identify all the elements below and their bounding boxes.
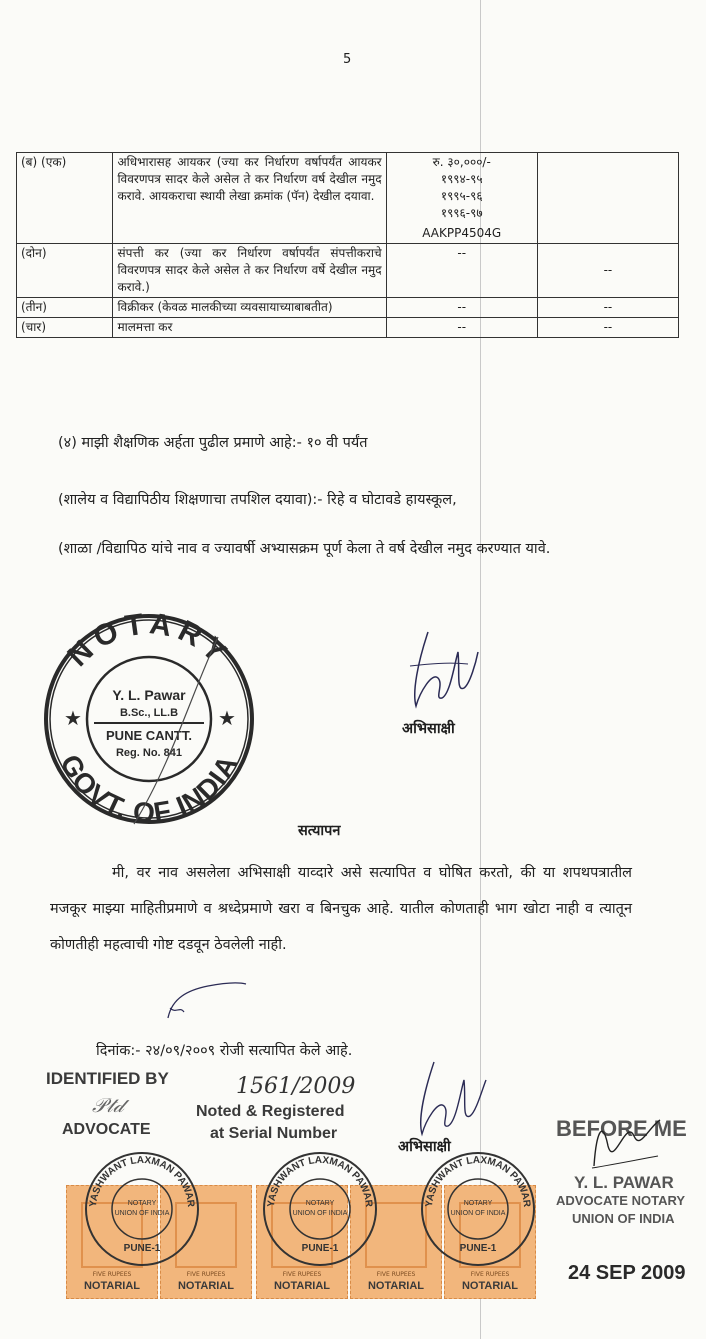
row-second-amount: -- bbox=[537, 318, 678, 338]
row-second-amount bbox=[537, 153, 678, 244]
round-notary-stamp bbox=[260, 1149, 380, 1269]
row-label: (चार) bbox=[17, 318, 113, 338]
svg-text:UNION OF INDIA: UNION OF INDIA bbox=[114, 1210, 170, 1217]
serial-number-stamp: at Serial Number bbox=[210, 1125, 338, 1142]
initials-signature bbox=[158, 978, 248, 1024]
notary-signature bbox=[586, 1106, 666, 1176]
seal-reg: Reg. No. 841 bbox=[115, 747, 183, 759]
notary-name-stamp: Y. L. PAWAR bbox=[574, 1173, 674, 1192]
row-description: विक्रीकर (केवळ मालकीच्या व्यवसायाच्याबाबतीत) bbox=[113, 298, 386, 318]
row-amount: -- bbox=[386, 244, 537, 298]
revenue-stamps bbox=[66, 1154, 536, 1300]
row-second-amount: -- bbox=[537, 298, 678, 318]
revenue-stamp: FIVE RUPEES NOTARIAL bbox=[66, 1185, 158, 1299]
verification-title: सत्यापन bbox=[298, 823, 341, 839]
svg-text:NOTARY: NOTARY bbox=[305, 1200, 335, 1207]
date-stamp: 24 SEP 2009 bbox=[568, 1262, 686, 1284]
svg-text:NOTARY bbox=[61, 612, 236, 673]
table-row bbox=[17, 318, 679, 338]
advocate-label: ADVOCATE bbox=[62, 1121, 151, 1138]
before-me-stamp: BEFORE ME bbox=[556, 1116, 687, 1141]
row-amount: -- bbox=[386, 298, 537, 318]
row-label: (तीन) bbox=[17, 298, 113, 318]
svg-text:PUNE-1: PUNE-1 bbox=[301, 1243, 339, 1254]
pan-number: AAKPP4504G bbox=[422, 226, 502, 240]
serial-number-handwritten: 1561/2009 bbox=[236, 1074, 356, 1099]
amount-line: १९९४-९५ bbox=[440, 172, 483, 186]
seal-degree: B.Sc., LL.B bbox=[119, 707, 179, 719]
table-row bbox=[17, 153, 679, 244]
svg-text:YASHWANT LAXMAN PAWAR: YASHWANT LAXMAN PAWAR bbox=[265, 1154, 375, 1208]
svg-text:PUNE-1: PUNE-1 bbox=[123, 1243, 161, 1254]
notary-title-stamp: ADVOCATE NOTARY bbox=[556, 1193, 686, 1208]
advocate-signature: 𝒫𝓉𝒹 bbox=[92, 1093, 124, 1117]
table-row bbox=[17, 298, 679, 318]
round-notary-stamp bbox=[418, 1149, 538, 1269]
school-note: (शाळा /विद्यापिठ यांचे नाव व ज्यावर्षी अभ्यासक्रम पूर्ण केला ते वर्ष देखील नमुद करण्यात यावे. bbox=[58, 541, 551, 557]
revenue-stamp: FIVE RUPEES NOTARIAL bbox=[350, 1185, 442, 1299]
deponent-signature bbox=[398, 622, 488, 718]
amount-line: १९९५-९६ bbox=[440, 189, 483, 203]
row-label: (दोन) bbox=[17, 244, 113, 298]
svg-text:GOVT. OF INDIA bbox=[54, 750, 243, 826]
notary-seal bbox=[42, 612, 256, 826]
row-label: (ब) (एक) bbox=[17, 153, 113, 244]
date-line: दिनांक:- २४/०९/२००९ रोजी सत्यापित केले आहे. bbox=[96, 1043, 353, 1059]
svg-text:NOTARY: NOTARY bbox=[127, 1200, 157, 1207]
seal-bottom-text: GOVT. OF INDIA bbox=[54, 749, 244, 826]
row-description: मालमत्ता कर bbox=[113, 318, 386, 338]
revenue-stamp: FIVE RUPEES NOTARIAL bbox=[444, 1185, 536, 1299]
svg-text:UNION OF INDIA: UNION OF INDIA bbox=[450, 1210, 506, 1217]
svg-text:PUNE-1: PUNE-1 bbox=[459, 1243, 497, 1254]
row-amount: -- bbox=[386, 318, 537, 338]
svg-text:UNION OF INDIA: UNION OF INDIA bbox=[292, 1210, 348, 1217]
row-second-amount: -- bbox=[537, 244, 678, 298]
amount-line: १९९६-९७ bbox=[440, 206, 483, 220]
seal-place: PUNE CANTT. bbox=[106, 728, 192, 743]
school-details-line: (शालेय व विद्यापिठीय शिक्षणाचा तपशिल दयावा):- रिहे व घोटावडे हायस्कूल, bbox=[58, 492, 457, 508]
table-row bbox=[17, 244, 679, 298]
seal-top-text: NOTARY bbox=[61, 612, 237, 674]
amount-line: रु. ३०,०००/- bbox=[432, 155, 491, 169]
deponent-label-2: अभिसाक्षी bbox=[398, 1139, 451, 1155]
noted-registered-stamp: Noted & Registered bbox=[196, 1103, 345, 1120]
revenue-stamp: FIVE RUPEES NOTARIAL bbox=[160, 1185, 252, 1299]
deponent-signature-2 bbox=[404, 1058, 494, 1144]
education-line: (४) माझी शैक्षणिक अर्हता पुढील प्रमाणे आहे:- १० वी पर्यंत bbox=[58, 435, 368, 451]
round-notary-stamp bbox=[82, 1149, 202, 1269]
revenue-stamp: FIVE RUPEES NOTARIAL bbox=[256, 1185, 348, 1299]
notary-union-stamp: UNION OF INDIA bbox=[572, 1211, 675, 1226]
page-number: 5 bbox=[343, 52, 352, 67]
row-description: संपत्ती कर (ज्या कर निर्धारण वर्षापर्यंत संपत्तीकराचे विवरणपत्र सादर केले असेल ते कर निर्धारण वर्षे देखील नमुद करावे.) bbox=[113, 244, 386, 298]
deponent-label: अभिसाक्षी bbox=[402, 721, 455, 737]
identified-by-stamp: IDENTIFIED BY bbox=[46, 1069, 169, 1088]
star-icon: ★ bbox=[218, 706, 236, 730]
star-icon: ★ bbox=[64, 706, 82, 730]
row-amount bbox=[386, 153, 537, 244]
svg-text:YASHWANT LAXMAN PAWAR: YASHWANT LAXMAN PAWAR bbox=[423, 1154, 533, 1208]
svg-text:YASHWANT LAXMAN PAWAR: YASHWANT LAXMAN PAWAR bbox=[87, 1154, 197, 1208]
svg-text:NOTARY: NOTARY bbox=[463, 1200, 493, 1207]
row-description: अधिभारासह आयकर (ज्या कर निर्धारण वर्षापर्यंत आयकर विवरणपत्र सादर केले असेल ते कर निर्धारण वर्ष देखील नमुद करावे. आयकराचा स्थायी लेखा क्रमांक (पॅन) देखील दयावा. bbox=[113, 153, 386, 244]
seal-name: Y. L. Pawar bbox=[112, 687, 186, 703]
verification-text: मी, वर नाव असलेला अभिसाक्षी याव्दारे असे सत्यापित व घोषित करतो, की या शपथपत्रातील मजकूर माझ्या माहितीप्रमाणे व श्रध्देप्रमाणे खरा व बिनचुक आहे. यातील कोणताही भाग खोटा नाही व त्यातून कोणतीही महत्वाची गोष्ट दडवून ठेवलेली नाही. bbox=[50, 865, 632, 953]
income-tax-table bbox=[16, 152, 679, 338]
